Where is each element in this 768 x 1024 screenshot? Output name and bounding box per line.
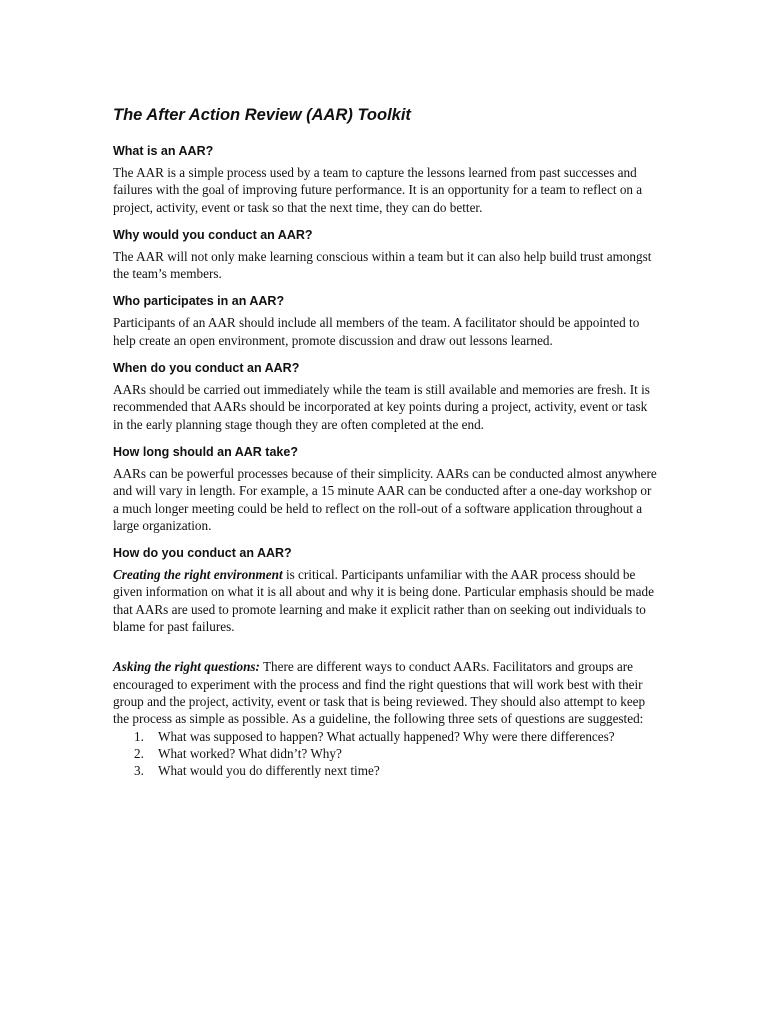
paragraph-lead: Creating the right environment <box>113 567 283 583</box>
section-what-is <box>113 143 658 216</box>
section-heading: Who participates in an AAR? <box>113 294 285 309</box>
section-heading: When do you conduct an AAR? <box>113 361 300 376</box>
list-number: 3. <box>134 763 144 779</box>
section-body: Participants of an AAR should include all members of the team. A facilitator should be appointed to help create an open environment, promote discussion and draw out lessons learned. <box>113 315 640 348</box>
section-paragraph-environment <box>113 566 658 635</box>
section-heading: How long should an AAR take? <box>113 444 298 459</box>
question-list <box>113 728 658 780</box>
list-item-text: What was supposed to happen? What actually happened? Why were there differences? <box>158 728 615 744</box>
list-number: 1. <box>134 728 144 744</box>
document-page <box>113 104 658 779</box>
section-body: The AAR will not only make learning conscious within a team but it can also help build trust amongst the team’s members. <box>113 248 652 282</box>
list-item <box>134 728 658 745</box>
section-heading: Why would you conduct an AAR? <box>113 227 313 242</box>
section-who-participates <box>113 293 658 349</box>
section-paragraph-questions <box>113 658 658 727</box>
document-title: The After Action Review (AAR) Toolkit <box>113 106 411 124</box>
paragraph-text: is critical. Participants unfamiliar with the AAR process should be given information on what it is all about and why it is being done. Particular emphasis should be made that AARs are used to promote learning and make it explicit rather than on seeking out individuals to blame for past failures. <box>113 567 654 635</box>
list-item <box>134 745 658 762</box>
list-number: 2. <box>134 745 144 761</box>
section-why-conduct <box>113 227 658 283</box>
section-body: The AAR is a simple process used by a team to capture the lessons learned from past successes and failures with the goal of improving future performance. It is an opportunity for a team to reflect on a project, activity, event or task so that the next time, they can do better. <box>113 165 643 215</box>
section-how-long <box>113 444 658 534</box>
paragraph-text: There are different ways to conduct AARs. Facilitators and groups are encouraged to experiment with the process and find the right questions that will work best with their group and the project, activity, event or task that is being reviewed. They should also attempt to keep the process as simple as possible. As a guideline, the following three sets of questions are suggested: <box>113 659 646 727</box>
section-body: AARs can be powerful processes because of their simplicity. AARs can be conducted almost anywhere and will vary in length. For example, a 15 minute AAR can be conducted after a one-day workshop or a much longer meeting could be held to reflect on the roll-out of a software application throughout a large organization. <box>113 465 657 533</box>
section-heading: What is an AAR? <box>113 144 214 158</box>
section-how-conduct <box>113 545 658 779</box>
section-when-conduct <box>113 360 658 433</box>
paragraph-lead: Asking the right questions: <box>113 659 260 675</box>
section-heading: How do you conduct an AAR? <box>113 546 292 561</box>
paragraph-spacer <box>113 635 658 658</box>
list-item-text: What worked? What didn’t? Why? <box>158 745 342 761</box>
list-item <box>134 762 658 779</box>
list-item-text: What would you do differently next time? <box>158 763 380 779</box>
section-body: AARs should be carried out immediately while the team is still available and memories are fresh. It is recommended that AARs should be incorporated at key points during a project, activity, event or task in the early planning stage though they are often completed at the end. <box>113 382 650 432</box>
